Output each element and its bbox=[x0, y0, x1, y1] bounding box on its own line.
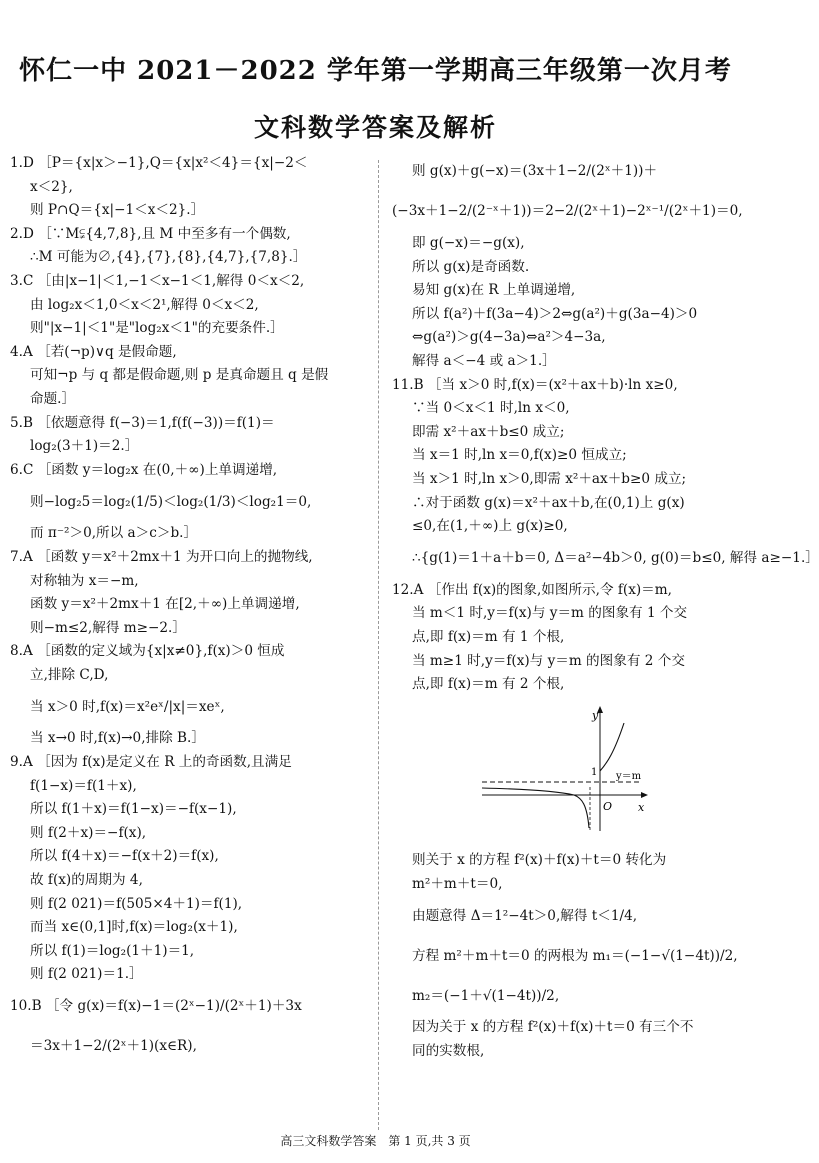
graph-label-y: y bbox=[592, 708, 599, 722]
answer-6-line: 则−log₂5＝log₂(1/5)＜log₂(1/3)＜log₂1＝0, bbox=[30, 493, 312, 510]
answer-9-line: 所以 f(1＋x)＝f(1−x)＝−f(x−1), bbox=[30, 801, 237, 818]
answer-4-line: 命题.］ bbox=[30, 390, 76, 407]
answer-8-line: 8.A ［函数的定义域为{x|x≠0},f(x)＞0 恒成 bbox=[10, 643, 285, 660]
answer-9-line: 所以 f(4＋x)＝−f(x＋2)＝f(x), bbox=[30, 848, 219, 865]
answer-12-line: m²＋m＋t＝0, bbox=[412, 875, 503, 892]
answer-4-line: 4.A ［若(¬p)∨q 是假命题, bbox=[10, 343, 177, 360]
function-graph bbox=[482, 703, 652, 833]
answer-10-line: (−3x＋1−2/(2⁻ˣ＋1))＝2−2/(2ˣ＋1)−2ˣ⁻¹/(2ˣ＋1)＝0, bbox=[392, 203, 743, 220]
answer-10-line: 易知 g(x)在 R 上单调递增, bbox=[412, 282, 576, 299]
curve-right-branch bbox=[600, 723, 624, 771]
answer-8-line: 立,排除 C,D, bbox=[30, 666, 109, 683]
answer-9-line: 则 f(2 021)＝1.］ bbox=[30, 966, 143, 983]
graph-label-x: x bbox=[638, 800, 645, 814]
answer-4-line: 可知¬p 与 q 都是假命题,则 p 是真命题且 q 是假 bbox=[30, 367, 329, 384]
answer-8-line: 当 x→0 时,f(x)→0,排除 B.］ bbox=[30, 730, 205, 747]
answer-1-line: 1.D ［P＝{x|x＞−1},Q＝{x|x²＜4}＝{x|−2＜ bbox=[10, 155, 308, 171]
answer-12-line: 方程 m²＋m＋t＝0 的两根为 m₁＝(−1−√(1−4t))/2, bbox=[412, 947, 738, 964]
answer-1-line: 则 P∩Q＝{x|−1＜x＜2}.］ bbox=[30, 202, 205, 219]
answer-11-line: ≤0,在(1,＋∞)上 g(x)≥0, bbox=[412, 518, 568, 535]
answer-3-line: 3.C ［由|x−1|＜1,−1＜x−1＜1,解得 0＜x＜2, bbox=[10, 272, 305, 289]
answer-11-line: ∵当 0＜x＜1 时,ln x＜0, bbox=[412, 400, 570, 417]
answer-11-line: 当 x＝1 时,ln x＝0,f(x)≥0 恒成立; bbox=[412, 447, 627, 464]
answer-10-line: 则 g(x)＋g(−x)＝(3x＋1−2/(2ˣ＋1))＋ bbox=[412, 163, 658, 180]
graph-label-line: y＝m bbox=[616, 770, 642, 782]
page-subtitle: 文科数学答案及解析 bbox=[253, 113, 497, 142]
answer-11-line: ∴对于函数 g(x)＝x²＋ax＋b,在(0,1)上 g(x) bbox=[412, 494, 685, 511]
answer-10-line: ＝3x＋1−2/(2ˣ＋1)(x∈R), bbox=[30, 1038, 197, 1055]
answer-11-line: 即需 x²＋ax＋b≤0 成立; bbox=[412, 423, 565, 440]
answer-9-line: 故 f(x)的周期为 4, bbox=[30, 872, 143, 889]
answer-7-line: 函数 y＝x²＋2mx＋1 在[2,＋∞)上单调递增, bbox=[30, 596, 300, 613]
answer-9-line: f(1−x)＝f(1＋x), bbox=[30, 777, 137, 794]
answer-6-line: 6.C ［函数 y＝log₂x 在(0,＋∞)上单调递增, bbox=[10, 461, 278, 478]
answer-2-line: 2.D ［∵M⫋{4,7,8},且 M 中至多有一个偶数, bbox=[10, 225, 291, 242]
answer-3-line: 则"|x−1|＜1"是"log₂x＜1"的充要条件.］ bbox=[30, 320, 284, 337]
answer-9-line: 则 f(2＋x)＝−f(x), bbox=[30, 824, 147, 841]
page-title: 怀仁一中 2021－2022 学年第一学期高三年级第一次月考 bbox=[19, 56, 732, 86]
answer-1-line: x＜2}, bbox=[30, 178, 73, 195]
answer-9-line: 而当 x∈(0,1]时,f(x)＝log₂(x＋1), bbox=[30, 919, 238, 936]
answer-12-line: 因为关于 x 的方程 f²(x)＋f(x)＋t＝0 有三个不 bbox=[412, 1019, 694, 1036]
answer-2-line: ∴M 可能为∅,{4},{7},{8},{4,7},{7,8}.］ bbox=[30, 249, 307, 266]
column-divider bbox=[378, 160, 379, 1130]
graph-label-origin: O bbox=[603, 799, 613, 813]
answer-10-line: 即 g(−x)＝−g(x), bbox=[412, 235, 525, 251]
x-axis-arrow-icon bbox=[641, 792, 648, 798]
answer-3-line: 由 log₂x＜1,0＜x＜2¹,解得 0＜x＜2, bbox=[30, 296, 259, 313]
answer-5-line: log₂(3＋1)＝2.］ bbox=[30, 438, 139, 455]
answer-12-line: 由题意得 Δ＝1²−4t＞0,解得 t＜1/4, bbox=[412, 907, 638, 924]
left-column bbox=[10, 152, 370, 1067]
answer-12-line: 当 m≥1 时,y＝f(x)与 y＝m 的图象有 2 个交 bbox=[412, 652, 685, 669]
answer-10-line: 所以 f(a²)＋f(3a−4)＞2⇔g(a²)＋g(3a−4)＞0 bbox=[412, 305, 698, 322]
answer-7-line: 则−m≤2,解得 m≥−2.］ bbox=[30, 619, 186, 636]
answer-9-line: 9.A ［因为 f(x)是定义在 R 上的奇函数,且满足 bbox=[10, 754, 292, 771]
page-footer: 高三文科数学答案 第 1 页,共 3 页 bbox=[280, 1134, 471, 1148]
answer-5-line: 5.B ［依题意得 f(−3)＝1,f(f(−3))＝f(1)＝ bbox=[10, 414, 275, 431]
answer-8-line: 当 x＞0 时,f(x)＝x²eˣ/|x|＝xeˣ, bbox=[30, 698, 225, 715]
answer-12-line: m₂＝(−1＋√(1−4t))/2, bbox=[412, 987, 560, 1004]
answer-12-line: 当 m＜1 时,y＝f(x)与 y＝m 的图象有 1 个交 bbox=[412, 605, 688, 622]
right-column bbox=[392, 152, 819, 1064]
answer-11-system: ∴{g(1)＝1＋a＋b＝0, Δ＝a²−4b＞0, g(0)＝b≤0, 解得 a≥−1.］ bbox=[412, 549, 819, 566]
answer-9-line: 所以 f(1)＝log₂(1＋1)＝1, bbox=[30, 942, 195, 959]
answer-12-line: 点,即 f(x)＝m 有 1 个根, bbox=[412, 628, 565, 645]
answer-10-line: 10.B ［令 g(x)＝f(x)−1＝(2ˣ−1)/(2ˣ＋1)＋3x bbox=[10, 998, 302, 1015]
answer-10-line: ⇔g(a²)＞g(4−3a)⇔a²＞4−3a, bbox=[412, 329, 606, 346]
answer-12-line: 点,即 f(x)＝m 有 2 个根, bbox=[412, 676, 565, 693]
answer-12-line: 同的实数根, bbox=[412, 1043, 485, 1060]
answer-10-line: 解得 a＜−4 或 a＞1.］ bbox=[412, 352, 556, 369]
answer-11-line: 当 x＞1 时,ln x＞0,即需 x²＋ax＋b≥0 成立; bbox=[412, 470, 687, 487]
answer-6-line: 而 π⁻²＞0,所以 a＞c＞b.］ bbox=[30, 525, 198, 542]
answer-7-line: 对称轴为 x＝−m, bbox=[30, 572, 139, 589]
curve-left-branch bbox=[482, 788, 589, 828]
answer-12-line: 12.A ［作出 f(x)的图象,如图所示,令 f(x)＝m, bbox=[392, 581, 672, 598]
answer-9-line: 则 f(2 021)＝f(505×4＋1)＝f(1), bbox=[30, 895, 243, 912]
answer-12-line: 则关于 x 的方程 f²(x)＋f(x)＋t＝0 转化为 bbox=[412, 852, 667, 869]
graph-label-one: 1 bbox=[591, 766, 598, 778]
answer-10-line: 所以 g(x)是奇函数. bbox=[412, 258, 530, 275]
answer-7-line: 7.A ［函数 y＝x²＋2mx＋1 为开口向上的抛物线, bbox=[10, 548, 313, 565]
answer-11-line: 11.B ［当 x＞0 时,f(x)＝(x²＋ax＋b)·ln x≥0, bbox=[392, 376, 678, 393]
